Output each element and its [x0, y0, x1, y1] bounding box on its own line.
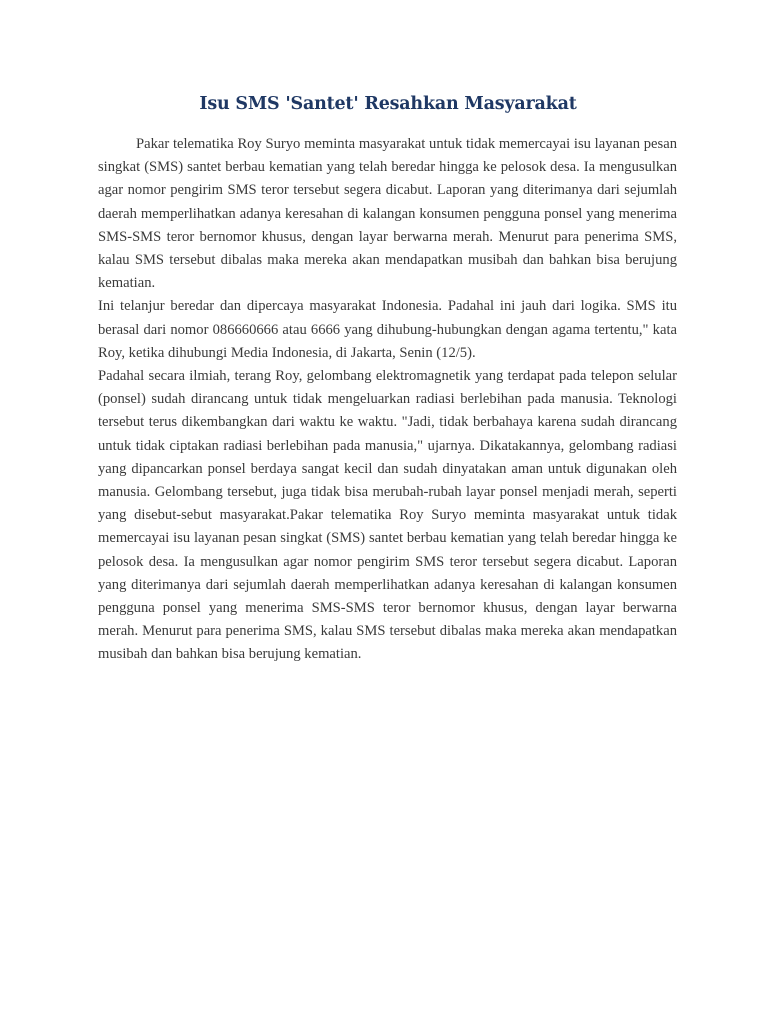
paragraph-2: Ini telanjur beredar dan dipercaya masyarakat Indonesia. Padahal ini jauh dari logika. SMS itu berasal dari nomor 086660666 atau 6666 yang dihubung-hubungkan dengan agama tertentu," kata Roy, ketika dihubungi Media Indonesia, di Jakarta, Senin (12/5). [98, 298, 677, 361]
paragraph-1: Pakar telematika Roy Suryo meminta masyarakat untuk tidak memercayai isu layanan pesan singkat (SMS) santet berbau kematian yang telah beredar hingga ke pelosok desa. Ia mengusulkan agar nomor pengirim SMS teror tersebut segera dicabut. Laporan yang diterimanya dari sejumlah daerah memperlihatkan adanya keresahan di kalangan konsumen pengguna ponsel yang menerima SMS-SMS teror bernomor khusus, dengan layar berwarna merah. Menurut para penerima SMS, kalau SMS tersebut dibalas maka mereka akan mendapatkan musibah dan bahkan bisa berujung kematian. [98, 136, 677, 292]
article-body [98, 133, 677, 667]
paragraph-3: Padahal secara ilmiah, terang Roy, gelombang elektromagnetik yang terdapat pada telepon selular (ponsel) sudah dirancang untuk tidak mengeluarkan radiasi berlebihan pada manusia. Teknologi tersebut terus dikembangkan dari waktu ke waktu. "Jadi, tidak berbahaya karena sudah dirancang untuk tidak ciptakan radiasi berlebihan pada manusia," ujarnya. Dikatakannya, gelombang radiasi yang dipancarkan ponsel berdaya sangat kecil dan sudah dinyatakan aman untuk digunakan oleh manusia. Gelombang tersebut, juga tidak bisa merubah-rubah layar ponsel menjadi merah, seperti yang disebut-sebut masyarakat.Pakar telematika Roy Suryo meminta masyarakat untuk tidak memercayai isu layanan pesan singkat (SMS) santet berbau kematian yang telah beredar hingga ke pelosok desa. Ia mengusulkan agar nomor pengirim SMS teror tersebut segera dicabut. Laporan yang diterimanya dari sejumlah daerah memperlihatkan adanya keresahan di kalangan konsumen pengguna ponsel yang menerima SMS-SMS teror bernomor khusus, dengan layar berwarna merah. Menurut para penerima SMS, kalau SMS tersebut dibalas maka mereka akan mendapatkan musibah dan bahkan bisa berujung kematian. [98, 368, 677, 663]
article-title: Isu SMS 'Santet' Resahkan Masyarakat [199, 94, 577, 114]
